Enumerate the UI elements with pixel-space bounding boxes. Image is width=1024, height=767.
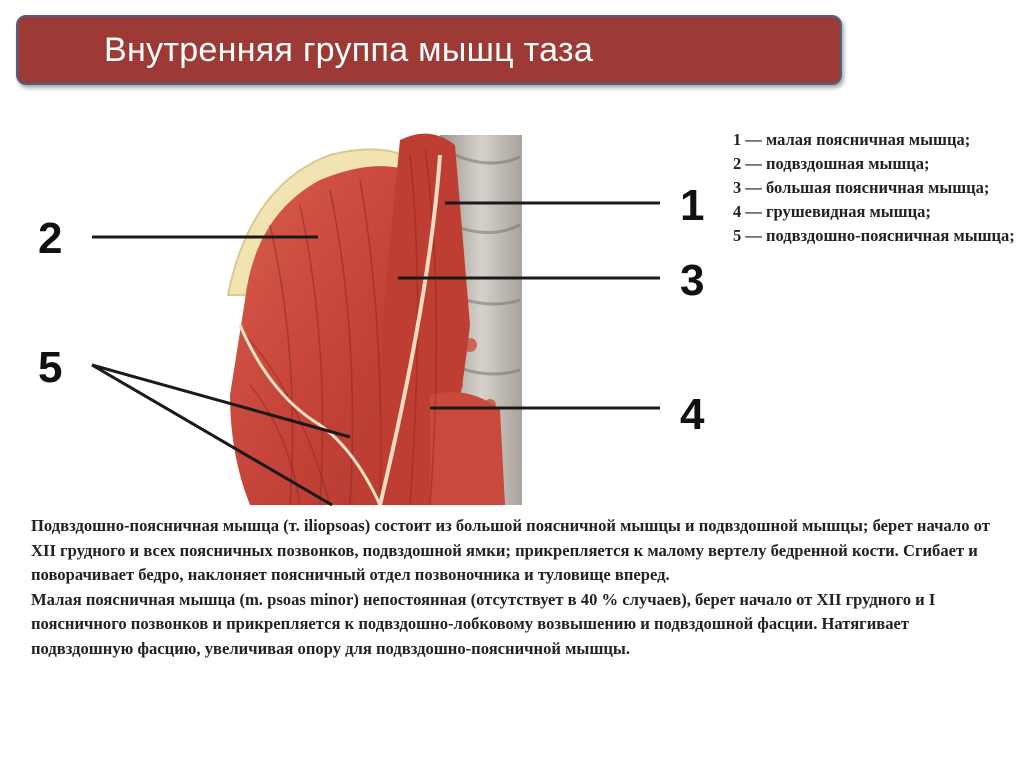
slide-title: Внутренняя группа мышц таза — [104, 31, 594, 69]
legend-item: 3 — большая поясничная мышца; — [733, 178, 990, 197]
figure-legend — [733, 128, 1018, 248]
figure-label-5: 5 — [38, 343, 63, 392]
figure-label-1: 1 — [680, 181, 705, 230]
legend-item: 4 — грушевидная мышца; — [733, 202, 931, 221]
description-paragraph: Подвздошно-поясничная мышца (т. iliopsoas) состоит из большой поясничной мышцы и подвздошной мышцы; берет начало от XII грудного и всех поясничных позвонков, подвздошной ямки; прикрепляется к малому вертелу бедренной кости. Сгибает и поворачивает бедро, наклоняет поясничный отдел позвоночника и туловище вперед. — [31, 516, 990, 584]
title-bar — [16, 15, 842, 85]
figure-label-4: 4 — [680, 390, 705, 439]
legend-item: 2 — подвздошная мышца; — [733, 154, 930, 173]
figure-label-2: 2 — [38, 214, 63, 263]
description-text — [31, 514, 1006, 661]
muscle-illustration — [228, 134, 522, 505]
anatomy-figure — [0, 95, 720, 507]
legend-item: 5 — подвздошно-поясничная мышца; — [733, 226, 1015, 245]
figure-label-3: 3 — [680, 256, 705, 305]
legend-item: 1 — малая поясничная мышца; — [733, 130, 971, 149]
description-paragraph: Малая поясничная мышца (m. psoas minor) непостоянная (отсутствует в 40 % случаев), берет начало от XII грудного и I поясничного позвонков и прикрепляется к подвздошно-лобковому возвышению и подвздошной фасции. Натягивает подвздошную фасцию, увеличивая опору для подвздошно-поясничной мышцы. — [31, 589, 936, 658]
